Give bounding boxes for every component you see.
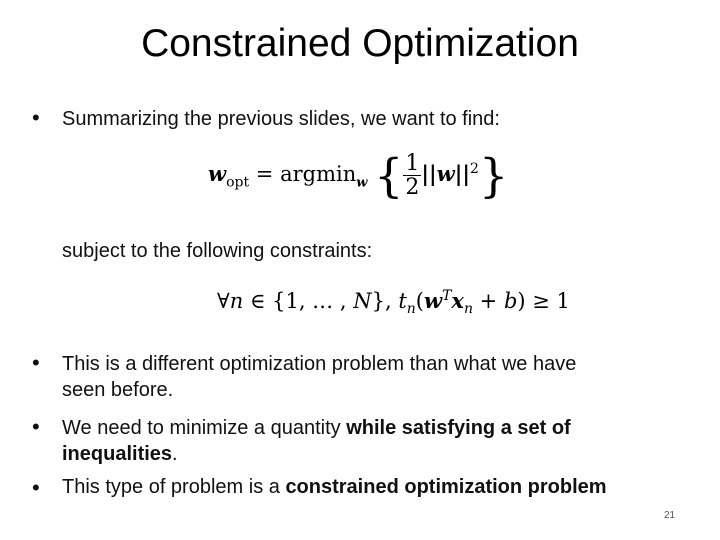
eq1-argmin-sub: w (356, 175, 368, 191)
eq1-opt-sub: opt (226, 174, 250, 191)
eq2-N: N (353, 289, 372, 313)
eq1-frac-num: 1 (405, 151, 420, 176)
bullet-3-text-bold: while satisfying a set of (346, 417, 571, 439)
eq2-plus: + (472, 289, 504, 313)
eq2-t: t (398, 289, 407, 313)
eq1-frac-den: 2 (405, 175, 420, 201)
eq1-w: w (208, 161, 227, 187)
bullet-1-marker: • (32, 105, 40, 130)
eq2-t-sub: n (406, 301, 416, 318)
eq2-relation: ≥ 1 (525, 289, 570, 313)
bullet-3-text-plain: We need to minimize a quantity (62, 417, 347, 439)
eq2-w-sup: T (442, 288, 452, 304)
bullet-1-continuation: subject to the following constraints: (62, 240, 373, 262)
bullet-2-marker: • (32, 350, 40, 375)
eq2-paren-close: ) (517, 289, 526, 313)
eq1-argmin: = argmin (255, 162, 357, 187)
eq2-b: b (503, 289, 518, 313)
bullet-3-line-2 (62, 441, 178, 467)
eq2-w: w (424, 288, 443, 313)
bullet-3-marker: • (32, 414, 40, 439)
eq2-set-close: }, (371, 289, 399, 313)
equation-argmin (208, 148, 509, 203)
equation-constraints (217, 288, 570, 317)
eq1-fraction (403, 152, 421, 199)
bullet-3-period: . (172, 443, 178, 465)
eq2-paren-open: ( (415, 289, 424, 313)
bullet-2-line-2: seen before. (62, 379, 174, 401)
eq1-brace-open: { (374, 148, 404, 203)
eq2-x-sub: n (463, 301, 473, 318)
slide-content (0, 90, 720, 500)
eq2-set: ∈ {1, … , (243, 289, 354, 313)
bullet-1-text: Summarizing the previous slides, we want to find: (62, 108, 500, 130)
eq1-power: 2 (470, 161, 479, 178)
eq2-forall: ∀ (217, 289, 230, 313)
bullet-3-inequalities: inequalities (62, 443, 173, 465)
page-number: 21 (664, 510, 676, 521)
bullet-4-text-plain: This type of problem is a (62, 476, 286, 498)
bullet-4-text-bold: constrained optimization problem (285, 476, 607, 498)
bullet-4-partial (62, 474, 607, 500)
slide-title: Constrained Optimization (141, 22, 579, 65)
bullet-2-line-1: This is a different optimization problem than what we have (62, 353, 577, 375)
eq1-norm: ||w|| (421, 161, 471, 187)
bullet-3-line-1 (62, 415, 571, 441)
bullet-4-marker: • (32, 475, 40, 500)
eq1-brace-close: } (478, 148, 509, 203)
eq2-n: n (229, 289, 244, 313)
eq2-x: x (451, 288, 464, 313)
